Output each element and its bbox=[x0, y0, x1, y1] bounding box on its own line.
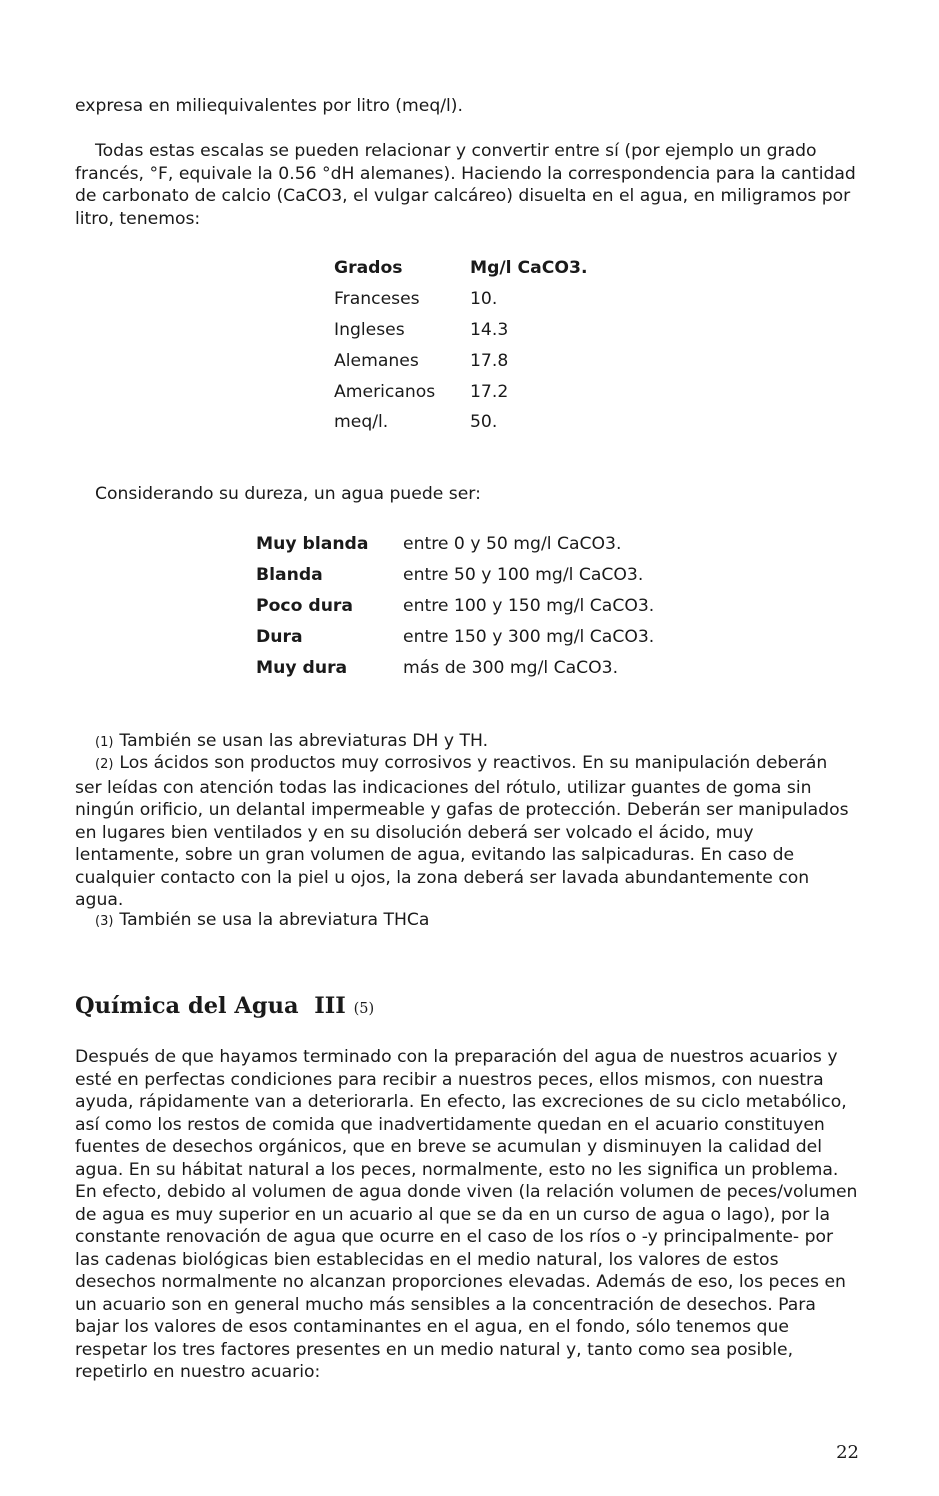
footnote-1 bbox=[75, 730, 859, 755]
table-row bbox=[334, 376, 587, 407]
hardness-label: Blanda bbox=[256, 565, 323, 586]
hardness-table bbox=[256, 529, 654, 683]
intro-line: expresa en miliequivalentes por litro (meq/l). bbox=[75, 96, 463, 116]
table-cell: Ingleses bbox=[334, 319, 405, 340]
table-cell: Franceses bbox=[334, 289, 420, 310]
table-cell: 14.3 bbox=[470, 319, 509, 340]
section-title-text: Química del Agua III bbox=[75, 993, 346, 1019]
section-body: Después de que hayamos terminado con la preparación del agua de nuestros acuarios y esté en perfectas condiciones para recibir a nuestros peces, ellos mismos, con nuestra ayuda, rápidamente van a deteriorarla. En efecto, las excreciones de su ciclo metabólico, así como los restos de comida que inadvertidamente quedan en el acuario constituyen fuentes de desechos orgánicos, que en breve se acumulan y disminuyen la calidad del agua. En su hábitat natural a los peces, normalmente, esto no les significa un problema. En efecto, debido al volumen de agua donde viven (la relación volumen de peces/volumen de agua es muy superior en un acuario al que se da en un curso de agua o lago), por la constante renovación de agua que ocurre en el caso de los ríos o -y principalmente- por las cadenas biológicas bien establecidas en el medio natural, los valores de estos desechos normalmente no alcanzan proporciones elevadas. Además de eso, los peces en un acuario son en general mucho más sensibles a la concentración de desechos. Para bajar los valores de esos contaminantes en el agua, en el fondo, sólo tenemos que respetar los tres factores presentes en un medio natural y, tanto como sea posible, repetirlo en nuestro acuario: bbox=[75, 1047, 858, 1382]
table-row bbox=[256, 560, 654, 591]
table-cell: 17.8 bbox=[470, 350, 509, 371]
table-header-cell: Mg/l CaCO3. bbox=[470, 258, 588, 279]
hardness-range: entre 150 y 300 mg/l CaCO3. bbox=[403, 626, 655, 647]
page-number: 22 bbox=[836, 1442, 859, 1463]
footnote-number: (2) bbox=[95, 757, 114, 772]
hardness-label: Dura bbox=[256, 626, 303, 647]
table-cell: Americanos bbox=[334, 381, 436, 402]
section-title-ref: (5) bbox=[353, 1001, 375, 1017]
section-title bbox=[75, 993, 374, 1019]
table-row bbox=[256, 652, 654, 683]
table-row bbox=[256, 529, 654, 560]
table-cell: 10. bbox=[470, 289, 498, 310]
table-cell: 50. bbox=[470, 412, 498, 433]
footnote-text: También se usan las abreviaturas DH y TH. bbox=[119, 731, 489, 751]
hardness-range: más de 300 mg/l CaCO3. bbox=[403, 657, 619, 678]
hardness-label: Muy blanda bbox=[256, 534, 369, 555]
table-row bbox=[334, 407, 587, 438]
table-header-row bbox=[334, 253, 587, 284]
conversion-table bbox=[334, 253, 587, 438]
footnote-number: (3) bbox=[95, 914, 114, 929]
hardness-range: entre 0 y 50 mg/l CaCO3. bbox=[403, 534, 622, 555]
table-cell: meq/l. bbox=[334, 412, 389, 433]
table-row bbox=[334, 345, 587, 376]
table-cell: Alemanes bbox=[334, 350, 419, 371]
table-header-cell: Grados bbox=[334, 258, 403, 279]
hardness-label: Poco dura bbox=[256, 595, 353, 616]
table-cell: 17.2 bbox=[470, 381, 509, 402]
table-row bbox=[256, 621, 654, 652]
footnote-number: (1) bbox=[95, 735, 114, 750]
hardness-range: entre 50 y 100 mg/l CaCO3. bbox=[403, 565, 644, 586]
hardness-range: entre 100 y 150 mg/l CaCO3. bbox=[403, 595, 655, 616]
footnote-3 bbox=[75, 909, 859, 934]
table-row bbox=[256, 591, 654, 622]
footnote-2 bbox=[75, 752, 859, 912]
hardness-intro: Considerando su dureza, un agua puede ser: bbox=[95, 484, 481, 504]
intro-paragraph: Todas estas escalas se pueden relacionar y convertir entre sí (por ejemplo un grado francés, °F, equivale la 0.56 °dH alemanes). Haciendo la correspondencia para la cantidad de carbonato de calcio (CaCO3, el vulgar calcáreo) disuelta en el agua, en miligramos por litro, tenemos: bbox=[75, 141, 856, 229]
footnote-text: También se usa la abreviatura THCa bbox=[119, 910, 430, 930]
table-row bbox=[334, 284, 587, 315]
table-row bbox=[334, 315, 587, 346]
hardness-label: Muy dura bbox=[256, 657, 348, 678]
footnote-text: Los ácidos son productos muy corrosivos y reactivos. En su manipulación deberán ser leídas con atención todas las indicaciones del rótulo, utilizar guantes de goma sin ningún orificio, un delantal impermeable y gafas de protección. Deberán ser manipulados en lugares bien ventilados y en su disolución deberá ser volcado el ácido, muy lentamente, sobre un gran volumen de agua, evitando las salpicaduras. En caso de cualquier contacto con la piel u ojos, la zona deberá ser lavada abundantemente con agua. bbox=[75, 753, 849, 910]
